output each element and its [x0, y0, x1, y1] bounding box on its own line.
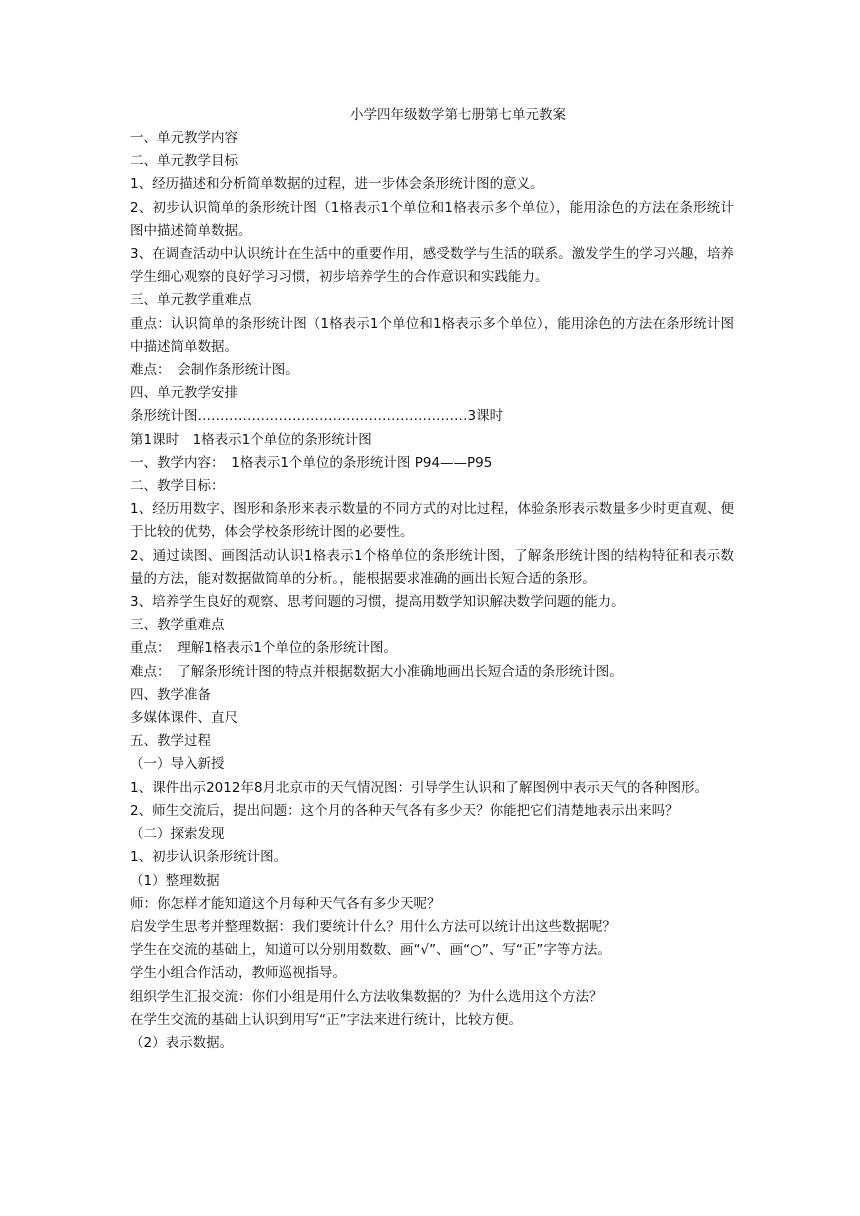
paragraph: 师：你怎样才能知道这个月每种天气各有多少天呢？ [130, 895, 441, 912]
section-heading: 一、教学内容： 1格表示1个单位的条形统计图 P94——P95 [130, 454, 493, 471]
section-heading: 四、单元教学安排 [130, 385, 238, 402]
paragraph: 重点：认识简单的条形统计图（1格表示1个单位和1格表示多个单位），能用涂色的方法在条形统计图中描述简单数据。 [130, 315, 734, 355]
paragraph: 1、初步认识条形统计图。 [130, 849, 288, 866]
section-heading: 一、单元教学内容 [130, 130, 238, 146]
section-heading: 二、单元教学目标 [130, 153, 238, 170]
paragraph: 学生小组合作活动，教师巡视指导。 [130, 965, 346, 982]
paragraph: 1、课件出示2012年8月北京市的天气情况图：引导学生认识和了解图例中表示天气的各种图形。 [130, 779, 709, 796]
subsection-heading: （二）探索发现 [130, 826, 225, 843]
lesson-heading: 第1课时 1格表示1个单位的条形统计图 [130, 431, 372, 448]
subsection-heading: （1）整理数据 [130, 872, 220, 889]
paragraph: 1、经历描述和分析简单数据的过程，进一步体会条形统计图的意义。 [130, 176, 544, 193]
subsection-heading: （2）表示数据。 [130, 1034, 234, 1051]
paragraph: 组织学生汇报交流：你们小组是用什么方法收集数据的？为什么选用这个方法？ [130, 988, 603, 1005]
document-title: 小学四年级数学第七册第七单元教案 [350, 107, 566, 123]
paragraph: 学生在交流的基础上，知道可以分别用数数、画“√”、画“○”、写“正”字等方法。 [130, 942, 611, 959]
paragraph: 在学生交流的基础上认识到用写“正”字法来进行统计，比较方便。 [130, 1011, 522, 1028]
paragraph: 2、初步认识简单的条形统计图（1格表示1个单位和1格表示多个单位），能用涂色的方法在条形统计图中描述简单数据。 [130, 199, 734, 239]
paragraph: 2、通过读图、画图活动认识1格表示1个格单位的条形统计图，了解条形统计图的结构特征和表示数量的方法，能对数据做简单的分析。，能根据要求准确的画出长短合适的条形。 [130, 547, 734, 587]
paragraph: 3、在调查活动中认识统计在生活中的重要作用，感受数学与生活的联系。激发学生的学习兴趣，培养学生细心观察的良好学习习惯，初步培养学生的合作意识和实践能力。 [130, 246, 734, 286]
paragraph: 难点： 会制作条形统计图。 [130, 362, 299, 379]
section-heading: 四、教学准备 [130, 686, 211, 703]
paragraph: 启发学生思考并整理数据：我们要统计什么？用什么方法可以统计出这些数据呢？ [130, 918, 616, 935]
section-heading: 五、教学过程 [130, 733, 211, 750]
paragraph: 3、培养学生良好的观察、思考问题的习惯，提高用数学知识解决数学问题的能力。 [130, 594, 625, 611]
section-heading: 三、单元教学重难点 [130, 292, 252, 309]
paragraph: 重点： 理解1格表示1个单位的条形统计图。 [130, 640, 397, 657]
paragraph: 多媒体课件、直尺 [130, 710, 238, 727]
section-heading: 三、教学重难点 [130, 617, 225, 634]
section-heading: 二、教学目标： [130, 478, 225, 495]
subsection-heading: （一）导入新授 [130, 756, 225, 773]
paragraph: 条形统计图……………………………………………………3课时 [130, 408, 504, 425]
paragraph: 2、师生交流后，提出问题：这个月的各种天气各有多少天？你能把它们清楚地表示出来吗？ [130, 802, 679, 819]
paragraph: 1、经历用数字、图形和条形来表示数量的不同方式的对比过程，体验条形表示数量多少时更直观、便于比较的优势，体会学校条形统计图的必要性。 [130, 501, 734, 541]
paragraph: 难点： 了解条形统计图的特点并根据数据大小准确地画出长短合适的条形统计图。 [130, 663, 623, 680]
